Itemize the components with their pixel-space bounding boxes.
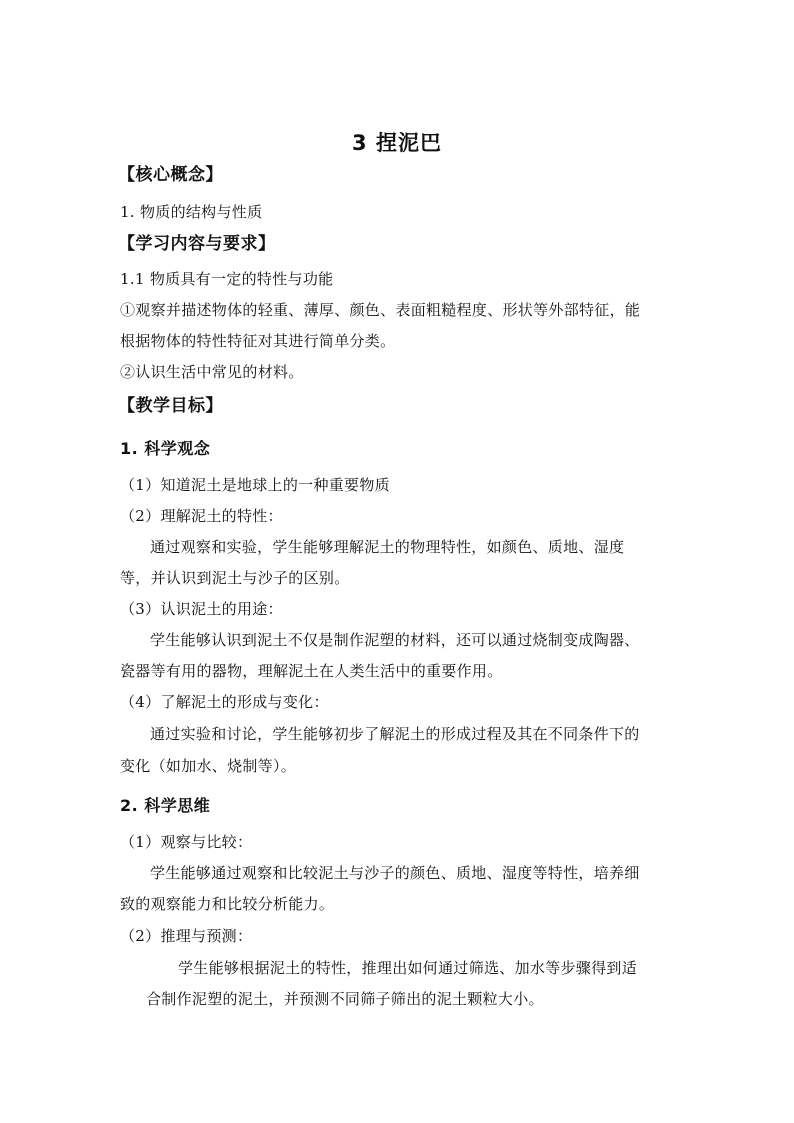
core-concept-heading: 【核心概念】 <box>118 165 223 185</box>
learning-content-heading: 【学习内容与要求】 <box>118 234 276 254</box>
requirement-1-line-2: 根据物体的特性特征对其进行简单分类。 <box>120 332 396 350</box>
concept-point-1: （1）知道泥土是地球上的一种重要物质 <box>120 476 390 494</box>
concept-point-3: （3）认识泥土的用途： <box>120 600 283 618</box>
thinking-point-1-line-2: 致的观察能力和比较分析能力。 <box>120 895 335 913</box>
concept-point-2: （2）理解泥土的特性： <box>120 507 283 525</box>
core-concept-item: 1. 物质的结构与性质 <box>120 203 263 221</box>
teaching-goals-heading: 【教学目标】 <box>118 396 223 416</box>
concept-point-2-line-1: 通过观察和实验，学生能够理解泥土的物理特性，如颜色、质地、湿度 <box>150 538 625 556</box>
page-title: 3 捏泥巴 <box>352 131 442 155</box>
thinking-point-2: （2）推理与预测： <box>120 927 253 945</box>
concept-point-4-line-1: 通过实验和讨论，学生能够初步了解泥土的形成过程及其在不同条件下的 <box>150 725 640 743</box>
requirement-1-line-1: ①观察并描述物体的轻重、薄厚、颜色、表面粗糙程度、形状等外部特征，能 <box>120 301 641 319</box>
science-concept-heading: 1. 科学观念 <box>120 439 211 458</box>
learning-content-item: 1.1 物质具有一定的特性与功能 <box>120 270 334 288</box>
concept-point-3-line-1: 学生能够认识到泥土不仅是制作泥塑的材料，还可以通过烧制变成陶器、 <box>150 631 640 649</box>
thinking-point-2-line-2: 合制作泥塑的泥土，并预测不同筛子筛出的泥土颗粒大小。 <box>146 990 544 1008</box>
concept-point-4-line-2: 变化（如加水、烧制等）。 <box>120 757 297 775</box>
thinking-point-1-line-1: 学生能够通过观察和比较泥土与沙子的颜色、质地、湿度等特性，培养细 <box>150 864 640 882</box>
science-thinking-heading: 2. 科学思维 <box>120 796 211 815</box>
concept-point-3-line-2: 瓷器等有用的器物，理解泥土在人类生活中的重要作用。 <box>120 662 503 680</box>
concept-point-4: （4）了解泥土的形成与变化： <box>120 693 329 711</box>
thinking-point-1: （1）观察与比较： <box>120 833 253 851</box>
requirement-2: ②认识生活中常见的材料。 <box>120 363 304 381</box>
thinking-point-2-line-1: 学生能够根据泥土的特性，推理出如何通过筛选、加水等步骤得到适 <box>178 959 638 977</box>
concept-point-2-line-2: 等，并认识到泥土与沙子的区别。 <box>120 569 350 587</box>
